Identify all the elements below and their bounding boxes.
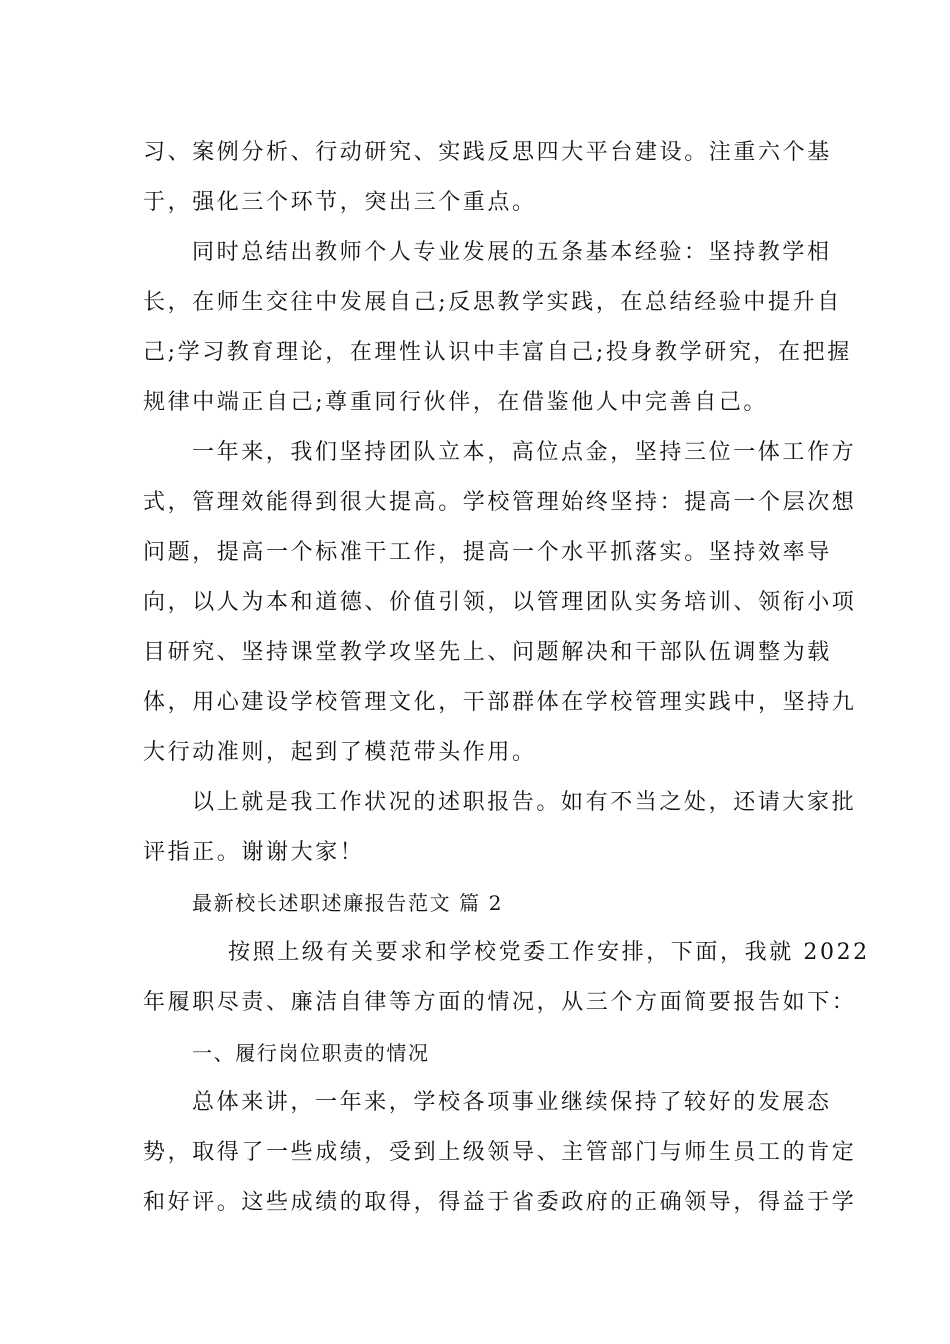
text-line: 目研究、坚持课堂教学攻坚先上、问题解决和干部队伍调整为载 xyxy=(143,640,832,665)
text-line: 习、案例分析、行动研究、实践反思四大平台建设。注重六个基 xyxy=(143,140,832,165)
section-heading: 最新校长述职述廉报告范文 篇 2 xyxy=(192,891,504,915)
text-line: 于，强化三个环节，突出三个重点。 xyxy=(143,190,537,215)
text-line: 和好评。这些成绩的取得，得益于省委政府的正确领导，得益于学 xyxy=(143,1190,857,1215)
text-line: 规律中端正自己;尊重同行伙伴，在借鉴他人中完善自己。 xyxy=(143,390,769,415)
subsection-heading: 一、履行岗位职责的情况 xyxy=(192,1041,430,1065)
paragraph-start: 以上就是我工作状况的述职报告。如有不当之处，还请大家批 xyxy=(192,790,857,815)
text-line: 评指正。谢谢大家！ xyxy=(143,840,365,865)
paragraph-start: 同时总结出教师个人专业发展的五条基本经验：坚持教学相 xyxy=(192,240,832,265)
text-line: 势，取得了一些成绩，受到上级领导、主管部门与师生员工的肯定 xyxy=(143,1140,857,1165)
paragraph-start: 按照上级有关要求和学校党委工作安排，下面，我就 2022 xyxy=(228,940,870,965)
text-line: 己;学习教育理论，在理性认识中丰富自己;投身教学研究，在把握 xyxy=(143,340,852,365)
paragraph-start: 一年来，我们坚持团队立本，高位点金，坚持三位一体工作方 xyxy=(192,440,857,465)
text-line: 向，以人为本和道德、价值引领，以管理团队实务培训、领衔小项 xyxy=(143,590,857,615)
text-line: 问题，提高一个标准干工作，提高一个水平抓落实。坚持效率导 xyxy=(143,540,832,565)
paragraph-start: 总体来讲，一年来，学校各项事业继续保持了较好的发展态 xyxy=(192,1090,832,1115)
text-line: 年履职尽责、廉洁自律等方面的情况，从三个方面简要报告如下： xyxy=(143,990,857,1015)
text-line: 长，在师生交往中发展自己;反思教学实践，在总结经验中提升自 xyxy=(143,290,842,315)
text-line: 大行动准则，起到了模范带头作用。 xyxy=(143,740,537,765)
text-line: 式，管理效能得到很大提高。学校管理始终坚持：提高一个层次想 xyxy=(143,490,857,515)
text-line: 体，用心建设学校管理文化，干部群体在学校管理实践中，坚持九 xyxy=(143,690,857,715)
